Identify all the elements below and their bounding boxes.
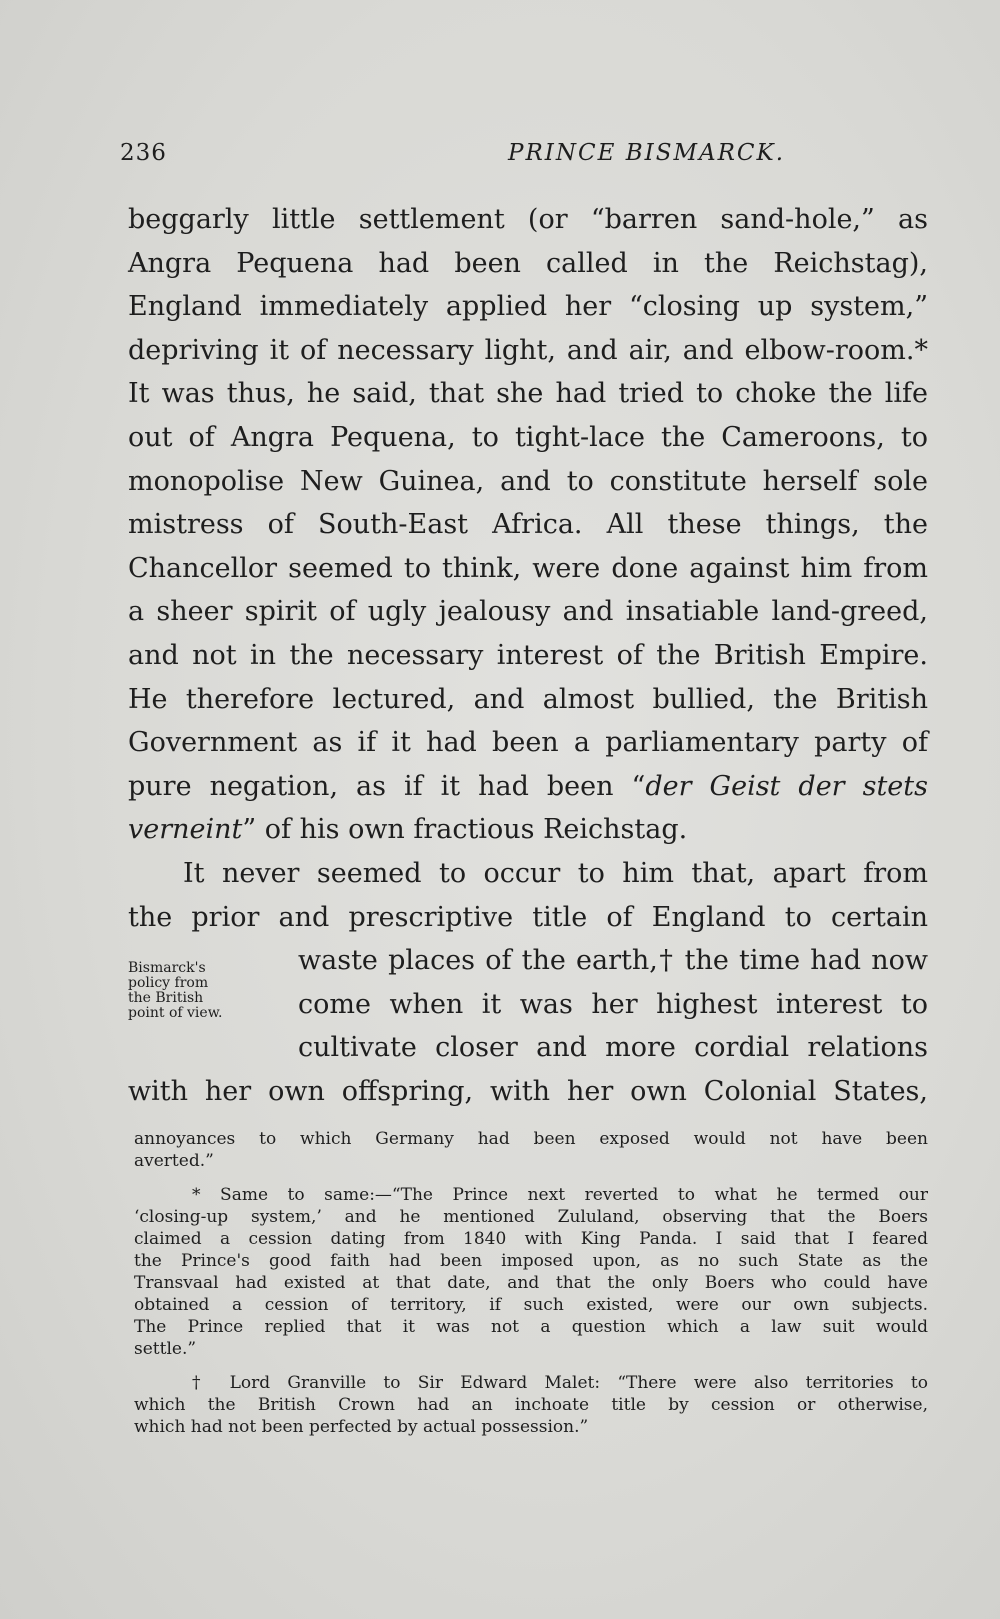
text-line: He therefore lectured, and almost bullied, the British bbox=[128, 683, 928, 715]
footnote-line: which had not been perfected by actual possession.” bbox=[134, 1417, 589, 1437]
marginal-block bbox=[128, 939, 928, 1070]
text-line: depriving it of necessary light, and air, and elbow-room.* bbox=[128, 334, 928, 366]
text-line: cultivate closer and more cordial relations bbox=[298, 1032, 928, 1064]
footnote-line: settle.” bbox=[134, 1339, 197, 1359]
text-line: mistress of South-East Africa. All these things, the bbox=[128, 509, 928, 541]
text-line: waste places of the earth,† the time had now bbox=[298, 945, 928, 977]
side-note-line: policy from bbox=[128, 975, 209, 992]
footnote-line: annoyances to which Germany had been exposed would not have been bbox=[134, 1129, 928, 1149]
text-line: Government as if it had been a parliamentary party of bbox=[128, 727, 928, 759]
footnote-line: The Prince replied that it was not a question which a law suit would bbox=[134, 1317, 928, 1337]
inset-text bbox=[298, 939, 928, 1070]
footnote-line: † Lord Granville to Sir Edward Malet: “There were also territories to bbox=[192, 1373, 928, 1393]
footnote-line: Transvaal had existed at that date, and that the only Boers who could have bbox=[134, 1273, 928, 1293]
text-line: out of Angra Pequena, to tight-lace the Cameroons, to bbox=[128, 421, 928, 453]
text-line: with her own offspring, with her own Colonial States, bbox=[128, 1076, 928, 1108]
side-note-line: Bismarck's bbox=[128, 960, 206, 977]
footnote-line: ‘closing-up system,’ and he mentioned Zululand, observing that the Boers bbox=[134, 1207, 928, 1227]
text-line: It was thus, he said, that she had tried to choke the life bbox=[128, 378, 928, 410]
side-note-line: the British bbox=[128, 990, 204, 1007]
footnote-line: which the British Crown had an inchoate title by cession or otherwise, bbox=[134, 1395, 928, 1415]
text-line: England immediately applied her “closing up system,” bbox=[128, 291, 928, 323]
text-line: beggarly little settlement (or “barren sand-hole,” as bbox=[128, 204, 928, 235]
text-segment: ” of his own fractious Reichstag. bbox=[242, 814, 688, 846]
footnote-line: obtained a cession of territory, if such existed, were our own subjects. bbox=[134, 1295, 928, 1315]
text-line bbox=[128, 808, 928, 852]
text-line: a sheer spirit of ugly jealousy and insatiable land-greed, bbox=[128, 596, 928, 628]
main-text bbox=[128, 198, 928, 1114]
german-quote: der Geist der stets bbox=[645, 770, 928, 802]
footnote-line: claimed a cession dating from 1840 with King Panda. I said that I feared bbox=[134, 1229, 928, 1249]
page-header bbox=[120, 140, 940, 174]
side-note bbox=[128, 961, 288, 1021]
footnotes bbox=[134, 1128, 928, 1438]
footnote-line: the Prince's good faith had been imposed upon, as no such State as the bbox=[134, 1251, 928, 1271]
text-line: Chancellor seemed to think, were done against him from bbox=[128, 552, 928, 584]
footnote-line: averted.” bbox=[134, 1151, 214, 1171]
text-line bbox=[128, 765, 928, 809]
text-line: monopolise New Guinea, and to constitute herself sole bbox=[128, 465, 928, 497]
german-quote-end: verneint bbox=[128, 814, 243, 846]
text-line: and not in the necessary interest of the British Empire. bbox=[128, 639, 928, 671]
text-line: the prior and prescriptive title of England to certain bbox=[128, 901, 928, 933]
page-number: 236 bbox=[120, 140, 167, 166]
text-segment: pure negation, as if it had been “ bbox=[128, 770, 646, 802]
side-note-line: point of view. bbox=[128, 1005, 223, 1022]
running-head: PRINCE BISMARCK. bbox=[508, 140, 786, 166]
text-line: It never seemed to occur to him that, apart from bbox=[183, 857, 928, 889]
text-line: come when it was her highest interest to bbox=[298, 988, 928, 1020]
footnote-line: * Same to same:—“The Prince next reverted to what he termed our bbox=[192, 1185, 928, 1205]
text-line: Angra Pequena had been called in the Reichstag), bbox=[128, 247, 928, 279]
